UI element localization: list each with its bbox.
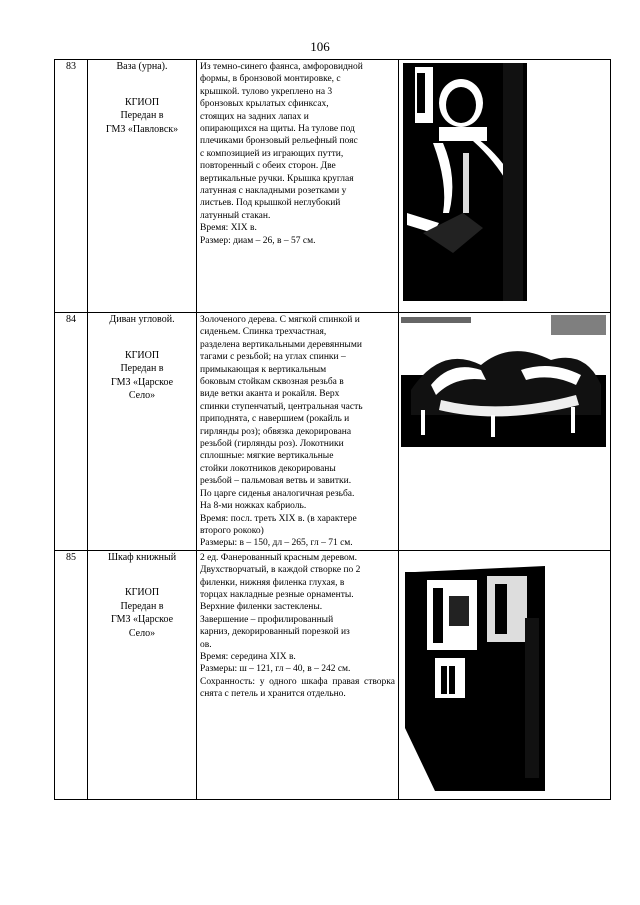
description-line: Размеры: ш – 121, гл – 40, в – 242 см. <box>200 664 351 675</box>
description-line: опирающихся на щиты. На тулове под <box>200 124 355 135</box>
transfer-line: Передан в <box>120 110 164 121</box>
item-name-cell <box>88 60 197 313</box>
item-number: 83 <box>66 61 76 72</box>
description-line: латунный стакан. <box>200 210 271 221</box>
transfer-line: КГИОП <box>124 96 160 108</box>
description-line: с композицией из играющих путти, <box>200 148 344 159</box>
item-photo-cell <box>399 60 611 313</box>
item-name: Ваза (урна). <box>116 61 168 72</box>
description-line: 2 ед. Фанерованный красным деревом. <box>200 552 357 563</box>
table-row <box>55 550 611 799</box>
description-line: По царге сиденья аналогичная резьба. <box>200 488 355 499</box>
item-name-cell <box>88 550 197 799</box>
description-line: Время: середина XIX в. <box>200 651 296 662</box>
item-name: Диван угловой. <box>109 314 175 325</box>
transfer-line: Передан в <box>120 600 164 612</box>
page-number: 106 <box>310 39 330 54</box>
item-number: 84 <box>66 314 76 325</box>
description-line: гирлянды роз); обвязка декорирована <box>200 426 352 437</box>
description-line: Размеры: в – 150, дл – 265, гл – 71 см. <box>200 538 353 549</box>
description-line: бронзовых крылатых сфинксах, <box>200 99 329 110</box>
item-number-cell <box>55 60 88 313</box>
description-line: вертикальные ручки. Крышка круглая <box>200 173 354 184</box>
description-line: второго рококо) <box>200 525 264 536</box>
transfer-line: ГМЗ «Царское <box>110 614 174 626</box>
description-line: Завершение – профилированный <box>200 614 334 625</box>
description-line: резьбой – пальмовая ветвь и завитки. <box>200 476 352 487</box>
description-line: стоящих на задних лапах и <box>200 111 309 122</box>
description-line: ов. <box>200 639 212 650</box>
item-number-cell <box>55 550 88 799</box>
description-line: Из темно-синего фаянса, амфоровидной <box>200 62 363 72</box>
description-line: повторенный с обеих сторон. Две <box>200 161 336 172</box>
item-photo-cell <box>399 313 611 551</box>
item-name: Шкаф книжный <box>107 551 177 563</box>
table-row <box>55 60 611 313</box>
item-number-cell <box>55 313 88 551</box>
transfer-line: КГИОП <box>124 349 160 361</box>
item-description-cell <box>197 60 399 313</box>
item-description-cell <box>197 550 399 799</box>
description-line: Двухстворчатый, в каждой створке по 2 <box>200 565 361 576</box>
description-line: сиденьем. Спинка трехчастная, <box>200 327 327 338</box>
bookcase-photo <box>405 558 545 791</box>
description-line: Время: XIX в. <box>200 223 257 234</box>
inventory-table <box>54 59 611 800</box>
description-line: примыкающая к вертикальным <box>200 364 327 375</box>
item-photo-cell <box>399 550 611 799</box>
item-name-cell <box>88 313 197 551</box>
description-line: стойки локотников декорированы <box>200 463 336 474</box>
vase-photo <box>403 63 527 301</box>
table-row <box>55 313 611 551</box>
description-line: приподнята, с навершием (рокайль и <box>200 414 350 425</box>
transfer-line: Передан в <box>120 363 164 374</box>
description-line: резьбой (гирлянды роз). Локотники <box>200 439 344 450</box>
item-number: 85 <box>66 551 76 563</box>
description-line: листьев. Под крышкой неглубокий <box>200 198 341 209</box>
description-line: Золоченого дерева. С мягкой спинкой и <box>200 315 360 325</box>
description-line: Верхние филенки застеклены. <box>200 602 323 613</box>
description-line: плечиками бронзовый рельефный пояс <box>200 136 358 147</box>
description-line: торцах накладные резные орнаменты. <box>200 589 354 600</box>
description-line: тагами с резьбой; на углах спинки – <box>200 352 346 363</box>
description-line: латунная с накладными розетками у <box>200 186 347 197</box>
description-line: Размер: диам – 26, в – 57 см. <box>200 235 316 246</box>
transfer-line: Село» <box>128 390 156 401</box>
description-line: карниз, декорированный порезкой из <box>200 627 350 638</box>
transfer-line: ГМЗ «Царское <box>110 376 174 388</box>
description-line: Время: посл. треть XIX в. (в характере <box>200 513 357 524</box>
transfer-line: КГИОП <box>124 587 160 599</box>
description-line: Сохранность: у одного шкафа правая створка снята с петель и хранится отдельно. <box>200 676 395 700</box>
description-line: разделена вертикальными деревянными <box>200 339 362 350</box>
description-line: филенки, нижняя филенка глухая, в <box>200 577 345 588</box>
description-line: виде ветки аканта и рокайля. Верх <box>200 389 340 400</box>
transfer-line: ГМЗ «Павловск» <box>105 123 179 135</box>
item-description-cell <box>197 313 399 551</box>
description-line: боковым стойкам сквозная резьба в <box>200 377 344 388</box>
description-line: сплошные: мягкие вертикальные <box>200 451 334 462</box>
description-line: крышкой. тулово укреплено на 3 <box>200 86 333 97</box>
description-line: На 8-ми ножках кабриоль. <box>200 501 307 512</box>
transfer-line: Село» <box>128 627 156 639</box>
description-line: спинки ступенчатый, центральная часть <box>200 401 363 412</box>
description-line: формы, в бронзовой монтировке, с <box>200 74 341 85</box>
sofa-photo <box>401 315 606 447</box>
